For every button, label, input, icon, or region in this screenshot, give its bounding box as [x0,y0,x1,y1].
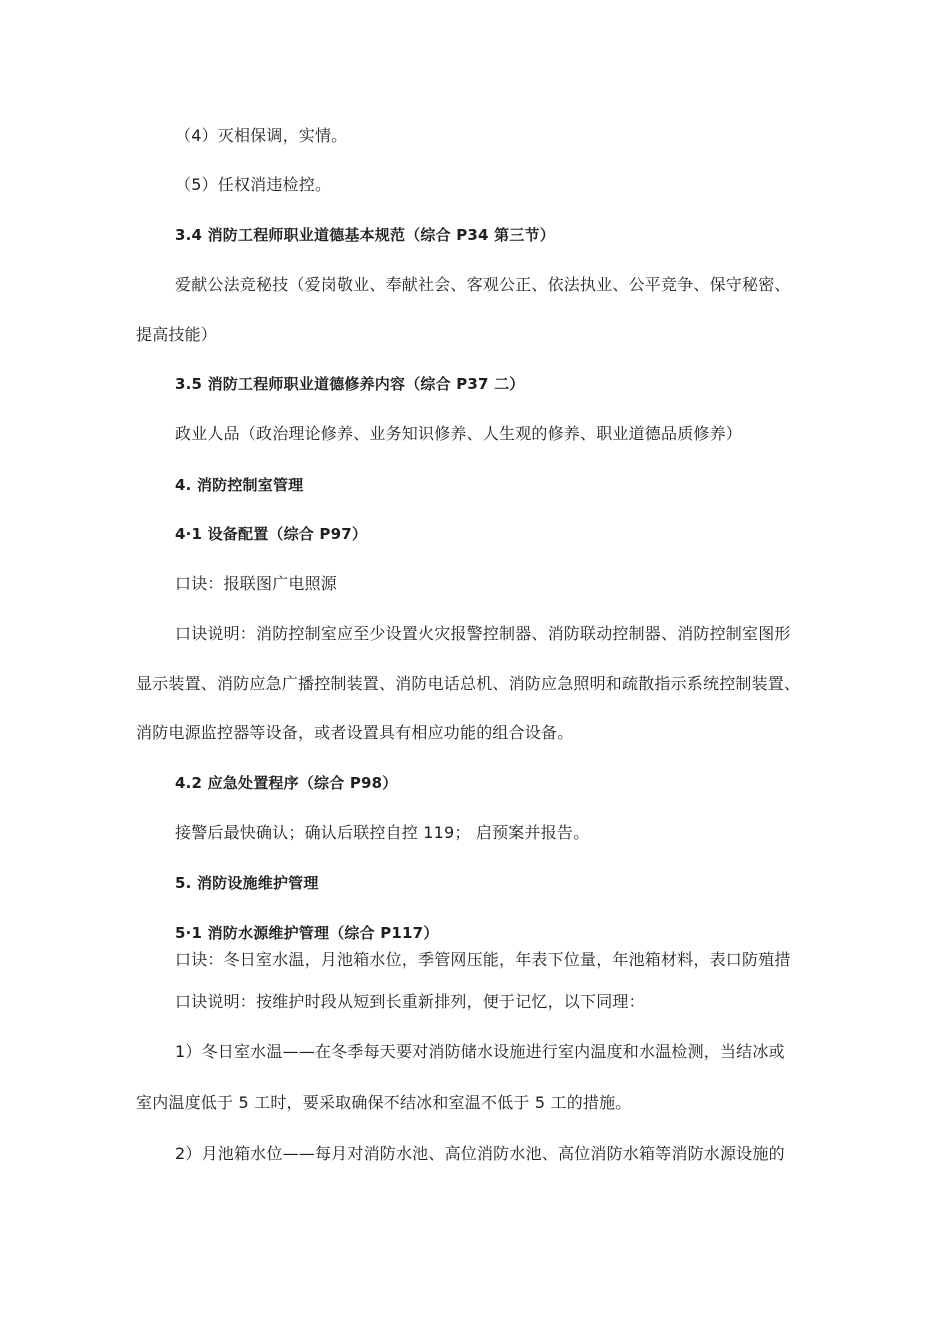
list-item-4: （4）灭相保调，实情。 [175,126,348,145]
list-item-5: （5）任权消违检控。 [175,175,332,194]
section-heading-5-1: 5·1 消防水源维护管理（综合 P117） [175,924,439,942]
section-heading-4-1: 4·1 设备配置（综合 P97） [175,525,368,543]
section-heading-3-4: 3.4 消防工程师职业道德基本规范（综合 P34 第三节） [175,226,555,244]
paragraph-3-4-line-2: 提高技能） [136,325,218,344]
section-heading-4-2: 4.2 应急处置程序（综合 P98） [175,774,398,792]
mnemonic-explanation-line-1: 口诀说明：消防控制室应至少设置火灾报警控制器、消防联动控制器、消防控制室图形 [175,624,791,643]
section-heading-5: 5. 消防设施维护管理 [175,874,319,892]
paragraph-4-2: 接警后最快确认；确认后联控自控 119； 启预案并报告。 [175,823,590,842]
section-heading-3-5: 3.5 消防工程师职业道德修养内容（综合 P37 二） [175,375,525,393]
paragraph-3-5: 政业人品（政治理论修养、业务知识修养、人生观的修养、职业道德品质修养） [175,424,743,443]
mnemonic-5-1: 口诀：冬日室水温，月池箱水位，季管网压能，年表下位量，年池箱材料，表口防殖措 [175,950,791,969]
mnemonic-5-1-explanation: 口诀说明：按维护时段从短到长重新排列，便于记忆，以下同理： [175,992,645,1011]
mnemonic-explanation-line-3: 消防电源监控器等设备，或者设置具有相应功能的组合设备。 [136,723,574,742]
mnemonic-4-1: 口诀：报联图广电照源 [175,574,338,593]
item-1-line-2: 室内温度低于 5 工时，要采取确保不结冰和室温不低于 5 工的措施。 [136,1093,632,1112]
mnemonic-explanation-line-2: 显示装置、消防应急广播控制装置、消防电话总机、消防应急照明和疏散指示系统控制装置、 [136,674,801,693]
paragraph-3-4-line-1: 爱献公法竞秘技（爱岗敬业、奉献社会、客观公正、依法执业、公平竞争、保守秘密、 [175,275,791,294]
item-2-line-1: 2）月池箱水位——每月对消防水池、高位消防水池、高位消防水箱等消防水源设施的 [175,1144,785,1163]
section-heading-4: 4. 消防控制室管理 [175,476,304,494]
item-1-line-1: 1）冬日室水温——在冬季每天要对消防储水设施进行室内温度和水温检测，当结冰或 [175,1042,785,1061]
